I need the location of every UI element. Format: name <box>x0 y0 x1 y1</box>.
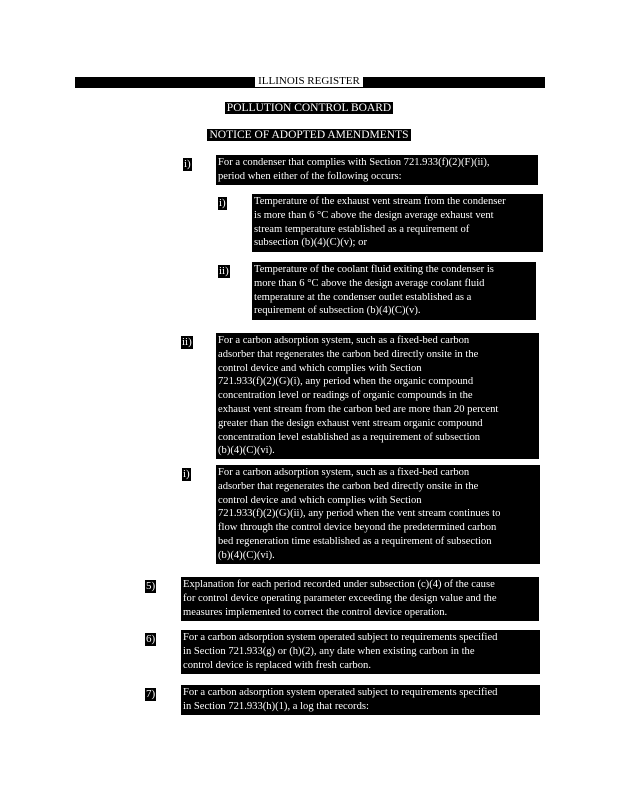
text-line: Temperature of the coolant fluid exiting the condenser is <box>254 264 494 275</box>
board-title-text: POLLUTION CONTROL BOARD <box>226 102 392 114</box>
paragraph-carbon-regeneration <box>216 465 540 564</box>
text-line: adsorber that regenerates the carbon bed directly onsite in the <box>218 348 479 360</box>
text-line: requirement of subsection (b)(4)(C)(v). <box>254 305 421 317</box>
board-title <box>0 101 618 115</box>
text-line: For a carbon adsorption system, such as a fixed-bed carbon <box>218 467 470 478</box>
paragraph-coolant-temp <box>252 262 536 320</box>
text-line: greater than the design exhaust vent stream organic compound <box>218 417 483 429</box>
item-marker: i) <box>184 158 191 170</box>
text-line: (b)(4)(C)(vi). <box>218 549 275 561</box>
item-marker: i) <box>219 197 226 209</box>
paragraph-condenser <box>216 155 538 185</box>
text-line: (b)(4)(C)(vi). <box>218 445 275 457</box>
paragraph-carbon-replacement <box>181 630 540 674</box>
text-line: control device is replaced with fresh carbon. <box>183 659 371 671</box>
text-line: For a carbon adsorption system, such as a fixed-bed carbon <box>218 335 470 346</box>
register-title <box>0 74 618 88</box>
text-line: bed regeneration time established as a requirement of subsection <box>218 535 492 547</box>
item-marker: ii) <box>219 265 229 277</box>
register-title-text: ILLINOIS REGISTER <box>255 75 363 87</box>
paragraph-exhaust-temp <box>252 194 543 252</box>
text-line: concentration level or readings of organic compounds in the <box>218 390 473 402</box>
text-line: For a condenser that complies with Section 721.933(f)(2)(F)(ii), <box>218 157 490 168</box>
notice-title <box>0 128 618 142</box>
text-line: 721.933(f)(2)(G)(i), any period when the organic compound <box>218 376 474 388</box>
notice-title-text: NOTICE OF ADOPTED AMENDMENTS <box>209 129 409 141</box>
text-line: temperature at the condenser outlet established as a <box>254 291 472 303</box>
text-line: For a carbon adsorption system operated subject to requirements specified <box>183 632 498 643</box>
paragraph-explanation <box>181 577 539 621</box>
text-line: stream temperature established as a requirement of <box>254 223 470 235</box>
text-line: subsection (b)(4)(C)(v); or <box>254 237 367 249</box>
text-line: more than 6 °C above the design average coolant fluid <box>254 277 485 289</box>
text-line: for control device operating parameter exceeding the design value and the <box>183 592 497 604</box>
text-line: concentration level established as a requirement of subsection <box>218 431 481 443</box>
text-line: control device and which complies with Section <box>218 362 422 374</box>
text-line: Explanation for each period recorded under subsection (c)(4) of the cause <box>183 579 495 590</box>
text-line: in Section 721.933(h)(1), a log that records: <box>183 700 369 712</box>
text-line: period when either of the following occurs: <box>218 170 402 182</box>
text-line: adsorber that regenerates the carbon bed directly onsite in the <box>218 480 479 492</box>
paragraph-carbon-concentration <box>216 333 539 459</box>
item-marker: i) <box>183 468 190 480</box>
item-marker: 7) <box>146 688 156 700</box>
text-line: flow through the control device beyond the predetermined carbon <box>218 522 497 534</box>
item-marker: 6) <box>146 633 156 645</box>
item-marker: 5) <box>146 580 156 592</box>
item-marker: ii) <box>182 336 192 348</box>
text-line: 721.933(f)(2)(G)(ii), any period when the vent stream continues to <box>218 508 501 520</box>
text-line: For a carbon adsorption system operated subject to requirements specified <box>183 687 498 698</box>
text-line: exhaust vent stream from the carbon bed are more than 20 percent <box>218 403 499 415</box>
text-line: measures implemented to correct the control device operation. <box>183 606 448 618</box>
text-line: is more than 6 °C above the design average exhaust vent <box>254 209 494 221</box>
text-line: in Section 721.933(g) or (h)(2), any date when existing carbon in the <box>183 645 475 657</box>
paragraph-carbon-log <box>181 685 540 715</box>
text-line: Temperature of the exhaust vent stream from the condenser <box>254 196 506 207</box>
text-line: control device and which complies with Section <box>218 494 422 506</box>
